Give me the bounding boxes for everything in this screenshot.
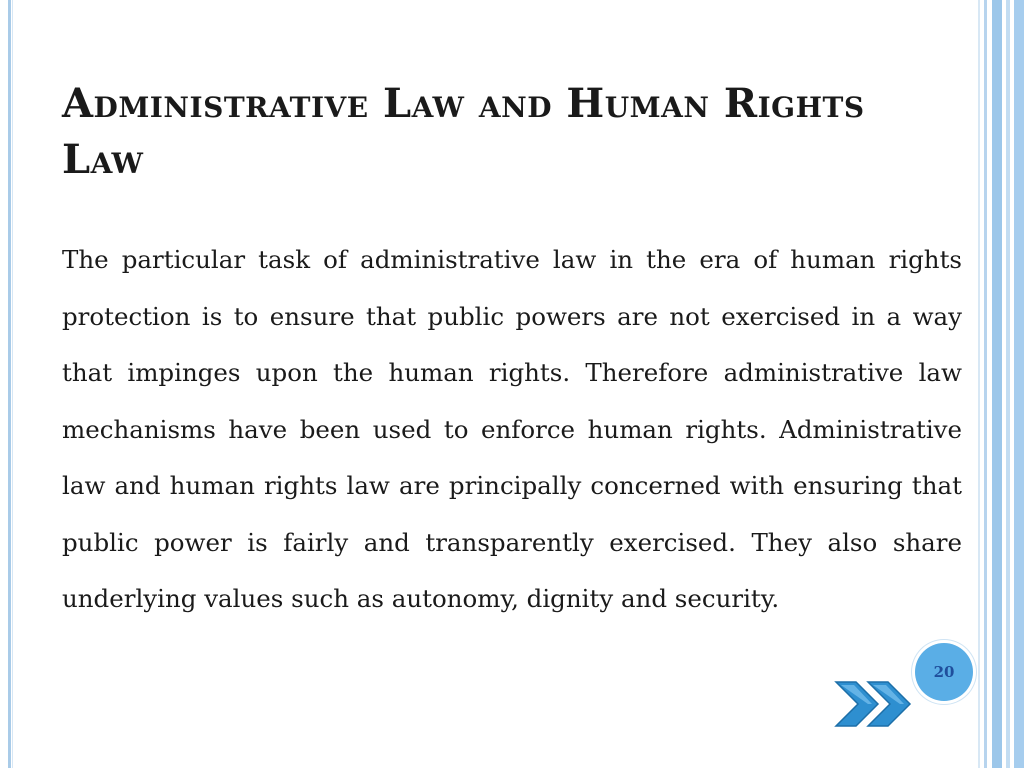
page-number-badge <box>915 643 973 701</box>
stripe <box>984 0 987 768</box>
left-frame-line-inner <box>12 0 13 768</box>
stripe <box>992 0 1002 768</box>
double-chevron-right-icon[interactable] <box>832 680 916 728</box>
left-frame-line <box>8 0 11 768</box>
stripe <box>1014 0 1024 768</box>
stripe <box>978 0 980 768</box>
page-number: 20 <box>933 663 955 681</box>
slide-body-text: The particular task of administrative law in the era of human rights protection is to ensure that public powers are not exercised in a way that impinges upon the human rights. Therefore administrative law mechanisms have been used to enforce human rights. Administrative law and human rights law are principally concerned with ensuring that public power is fairly and transparently exercised. They also share underlying values such as autonomy, dignity and security. <box>62 245 962 613</box>
right-decorative-stripes <box>978 0 1024 768</box>
stripe <box>1006 0 1010 768</box>
slide-title: Administrative Law and Human Rights Law <box>62 80 865 183</box>
